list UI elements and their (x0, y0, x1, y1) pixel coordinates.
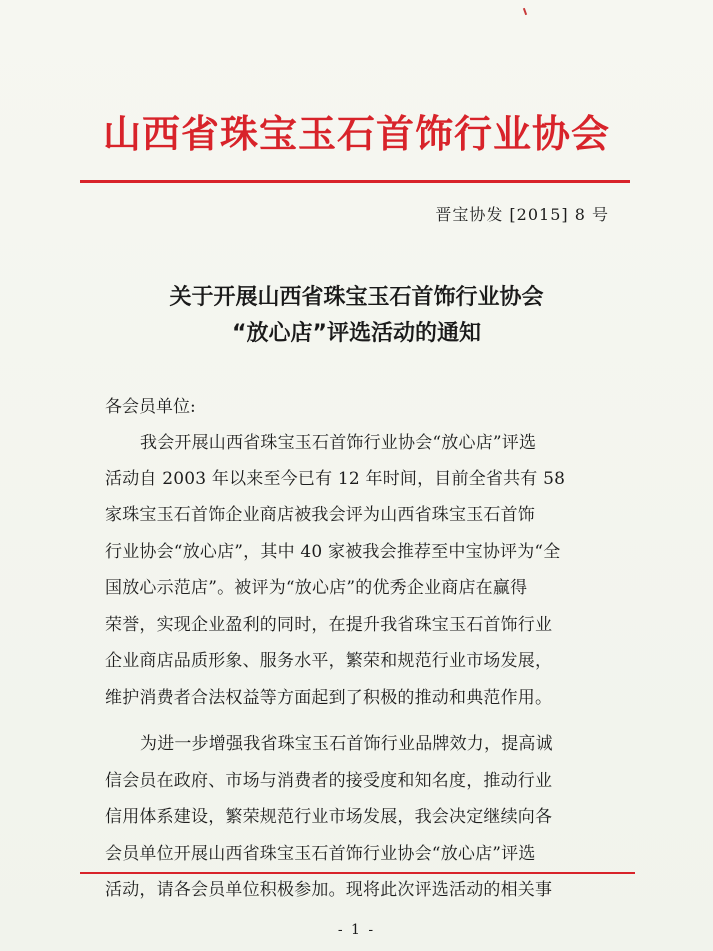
salutation: 各会员单位: (105, 397, 196, 417)
paragraph-2-line: 信用体系建设，繁荣规范行业市场发展，我会决定继续向各 (105, 807, 553, 827)
notice-title (0, 280, 713, 352)
notice-title-line-2: “放心店”评选活动的通知 (232, 321, 481, 346)
scan-mark (523, 8, 527, 15)
paragraph-1-line: 活动自 2003 年以来至今已有 12 年时间，目前全省共有 58 (105, 469, 566, 489)
paragraph-2-line: 会员单位开展山西省珠宝玉石首饰行业协会“放心店”评选 (105, 844, 536, 864)
organization-header: 山西省珠宝玉石首饰行业协会 (102, 112, 610, 156)
page-number: - 1 - (337, 922, 376, 938)
notice-title-line-1: 关于开展山西省珠宝玉石首饰行业协会 (169, 285, 544, 310)
header-red-rule (80, 180, 630, 183)
paragraph-2-line: 活动，请各会员单位积极参加。现将此次评选活动的相关事 (105, 880, 553, 900)
paragraph-1-line: 行业协会“放心店”，其中 40 家被我会推荐至中宝协评为“全 (105, 542, 561, 562)
paragraph-2-line: 为进一步增强我省珠宝玉石首饰行业品牌效力，提高诚 (140, 734, 553, 754)
paragraph-1-line: 企业商店品质形象、服务水平，繁荣和规范行业市场发展， (105, 651, 553, 671)
paragraph-2-line: 信会员在政府、市场与消费者的接受度和知名度，推动行业 (105, 771, 553, 791)
paragraph-1-line: 荣誉，实现企业盈利的同时，在提升我省珠宝玉石首饰行业 (105, 615, 553, 635)
footer-red-rule (80, 872, 635, 874)
paragraph-1-line: 国放心示范店”。被评为“放心店”的优秀企业商店在赢得 (105, 578, 528, 598)
document-number: 晋宝协发 [2015] 8 号 (435, 205, 609, 224)
paragraph-1-line: 我会开展山西省珠宝玉石首饰行业协会“放心店”评选 (140, 433, 537, 453)
paragraph-1-line: 家珠宝玉石首饰企业商店被我会评为山西省珠宝玉石首饰 (105, 505, 535, 525)
paragraph-1-line: 维护消费者合法权益等方面起到了积极的推动和典范作用。 (105, 688, 553, 708)
